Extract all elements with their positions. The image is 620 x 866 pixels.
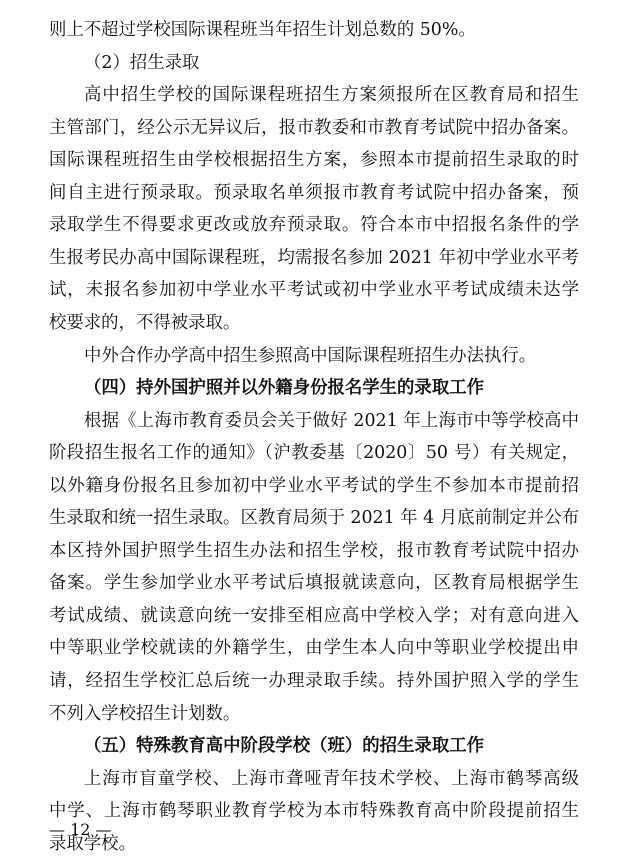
text-line: 生录取和统一招生录取。区教育局须于 2021 年 4 月底前制定并公布 bbox=[49, 508, 579, 529]
text-line: 中等职业学校就读的外籍学生，由学生本人向中等职业学校提出申 bbox=[49, 638, 579, 659]
text-line: 阶段招生报名工作的通知》（沪教委基〔2020〕50 号）有关规定， bbox=[49, 443, 579, 464]
text-line: 间自主进行预录取。预录取名单须报市教育考试院中招办备案，预 bbox=[49, 182, 579, 203]
section-heading: （四）持外国护照并以外籍身份报名学生的录取工作 bbox=[84, 378, 484, 399]
text-line: 生报考民办高中国际课程班，均需报名参加 2021 年初中学业水平考 bbox=[49, 247, 579, 268]
text-line: 则上不超过学校国际课程班当年招生计划总数的 50%。 bbox=[49, 20, 476, 40]
text-line: 国际课程班招生由学校根据招生方案，参照本市提前招生录取的时 bbox=[49, 150, 579, 171]
text-line: 根据《上海市教育委员会关于做好 2021 年上海市中等学校高中 bbox=[84, 410, 579, 431]
text-line: 试，未报名参加初中学业水平考试或初中学业水平考试成绩未达学 bbox=[49, 280, 579, 301]
text-line: 录取学生不得要求更改或放弃预录取。符合本市中招报名条件的学 bbox=[49, 215, 579, 236]
text-line: 本区持外国护照学生招生办法和招生学校，报市教育考试院中招办 bbox=[49, 540, 579, 561]
text-line: 以外籍身份报名且参加初中学业水平考试的学生不参加本市提前招 bbox=[49, 475, 579, 496]
text-line: 不列入学校招生计划数。 bbox=[49, 703, 241, 724]
text-line: 考试成绩、就读意向统一安排至相应高中学校入学；对有意向进入 bbox=[49, 605, 579, 626]
text-line: 主管部门，经公示无异议后，报市教委和市教育考试院中招办备案。 bbox=[49, 117, 579, 138]
text-line: 备案。学生参加学业水平考试后填报就读意向，区教育局根据学生 bbox=[49, 573, 579, 594]
text-line: 请，经招生学校汇总后统一办理录取手续。持外国护照入学的学生 bbox=[49, 671, 579, 691]
text-line: 上海市盲童学校、上海市聋哑青年技术学校、上海市鹤琴高级 bbox=[84, 768, 579, 789]
text-line: 校要求的，不得被录取。 bbox=[49, 312, 241, 333]
page-number: — 12 — bbox=[49, 820, 112, 839]
text-line: 录取学校。 bbox=[49, 833, 136, 854]
text-line: 高中招生学校的国际课程班招生方案须报所在区教育局和招生 bbox=[84, 85, 579, 106]
text-line: 中外合作办学高中招生参照高中国际课程班招生办法执行。 bbox=[84, 345, 537, 366]
section-heading: （五）特殊教育高中阶段学校（班）的招生录取工作 bbox=[84, 736, 484, 757]
text-line: 中学、上海市鹤琴职业教育学校为本市特殊教育高中阶段提前招生 bbox=[49, 801, 579, 822]
section-heading: （2）招生录取 bbox=[84, 52, 200, 73]
